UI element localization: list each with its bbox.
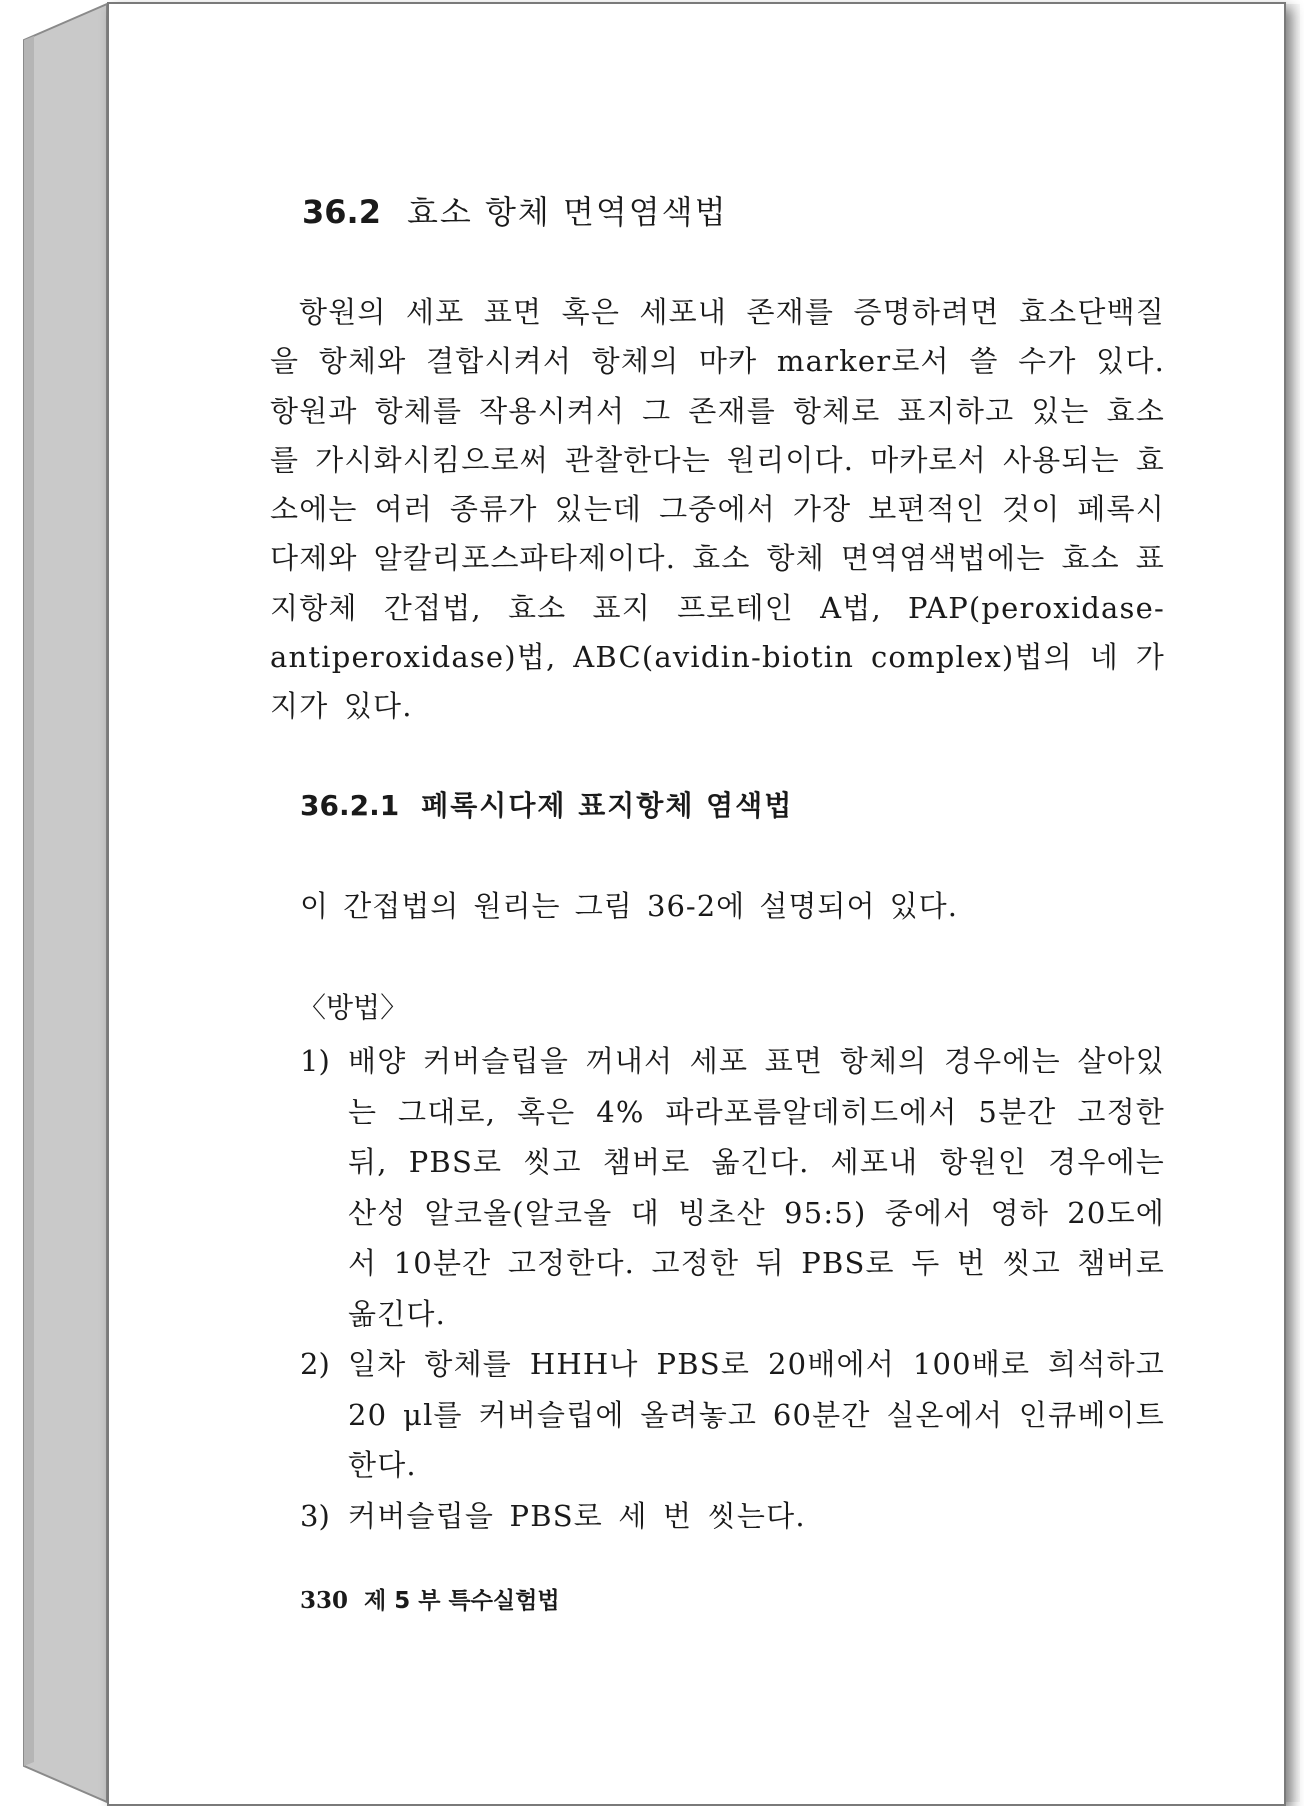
step-item xyxy=(300,1036,1165,1339)
section-title: 효소 항체 면역염색법 xyxy=(406,193,728,231)
book-spine xyxy=(0,0,110,1806)
step-item xyxy=(300,1491,1165,1542)
body-paragraph: 항원의 세포 표면 혹은 세포내 존재를 증명하려면 효소단백질을 항체와 결합시켜서 항체의 마카 marker로서 쓸 수가 있다. 항원과 항체를 작용시켜서 그 존재를 항체로 표지하고 있는 효소를 가시화시킴으로써 관찰한다는 원리이다. 마카로서 사용되는 효소에는 여러 종류가 있는데 그중에서 가장 보편적인 것이 페록시다제와 알칼리포스파타제이다. 효소 항체 면역염색법에는 효소 표지항체 간접법, 효소 표지 프로테인 A법, PAP(peroxidase-antiperoxidase)법, ABC(avidin-biotin complex)법의 네 가지가 있다. xyxy=(270,295,1165,724)
page-edge xyxy=(1284,4,1300,1802)
step-text: 배양 커버슬립을 꺼내서 세포 표면 항체의 경우에는 살아있는 그대로, 혹은 4% 파라포름알데히드에서 5분간 고정한 뒤, PBS로 씻고 챔버로 옮긴다. 세포내 항원인 경우에는 산성 알코올(알코올 대 빙초산 95:5) 중에서 영하 20도에서 10분간 고정한다. 고정한 뒤 PBS로 두 번 씻고 챔버로 옮긴다. xyxy=(348,1044,1165,1331)
step-number: 2) xyxy=(300,1347,330,1381)
section-heading xyxy=(302,187,728,233)
method-label: 〈방법〉 xyxy=(298,991,409,1024)
page-footer xyxy=(300,1582,560,1615)
part-title: 제 5 부 특수실험법 xyxy=(364,1588,560,1614)
step-text: 커버슬립을 PBS로 세 번 씻는다. xyxy=(348,1498,806,1533)
intro-sentence: 이 간접법의 원리는 그림 36-2에 설명되어 있다. xyxy=(300,889,958,923)
subsection-number: 36.2.1 xyxy=(300,789,400,822)
step-text: 일차 항체를 HHH나 PBS로 20배에서 100배로 희석하고 20 μl를 커버슬립에 올려놓고 60분간 실온에서 인큐베이트한다. xyxy=(348,1347,1165,1482)
section-number: 36.2 xyxy=(302,193,381,231)
page-number: 330 xyxy=(300,1587,349,1614)
subsection-heading xyxy=(300,784,793,824)
step-number: 1) xyxy=(300,1044,330,1078)
method-steps xyxy=(300,1036,1165,1541)
step-number: 3) xyxy=(300,1498,330,1533)
subsection-title: 페록시다제 표지항체 염색법 xyxy=(421,789,794,822)
step-item xyxy=(300,1339,1165,1491)
book-page xyxy=(107,2,1286,1806)
